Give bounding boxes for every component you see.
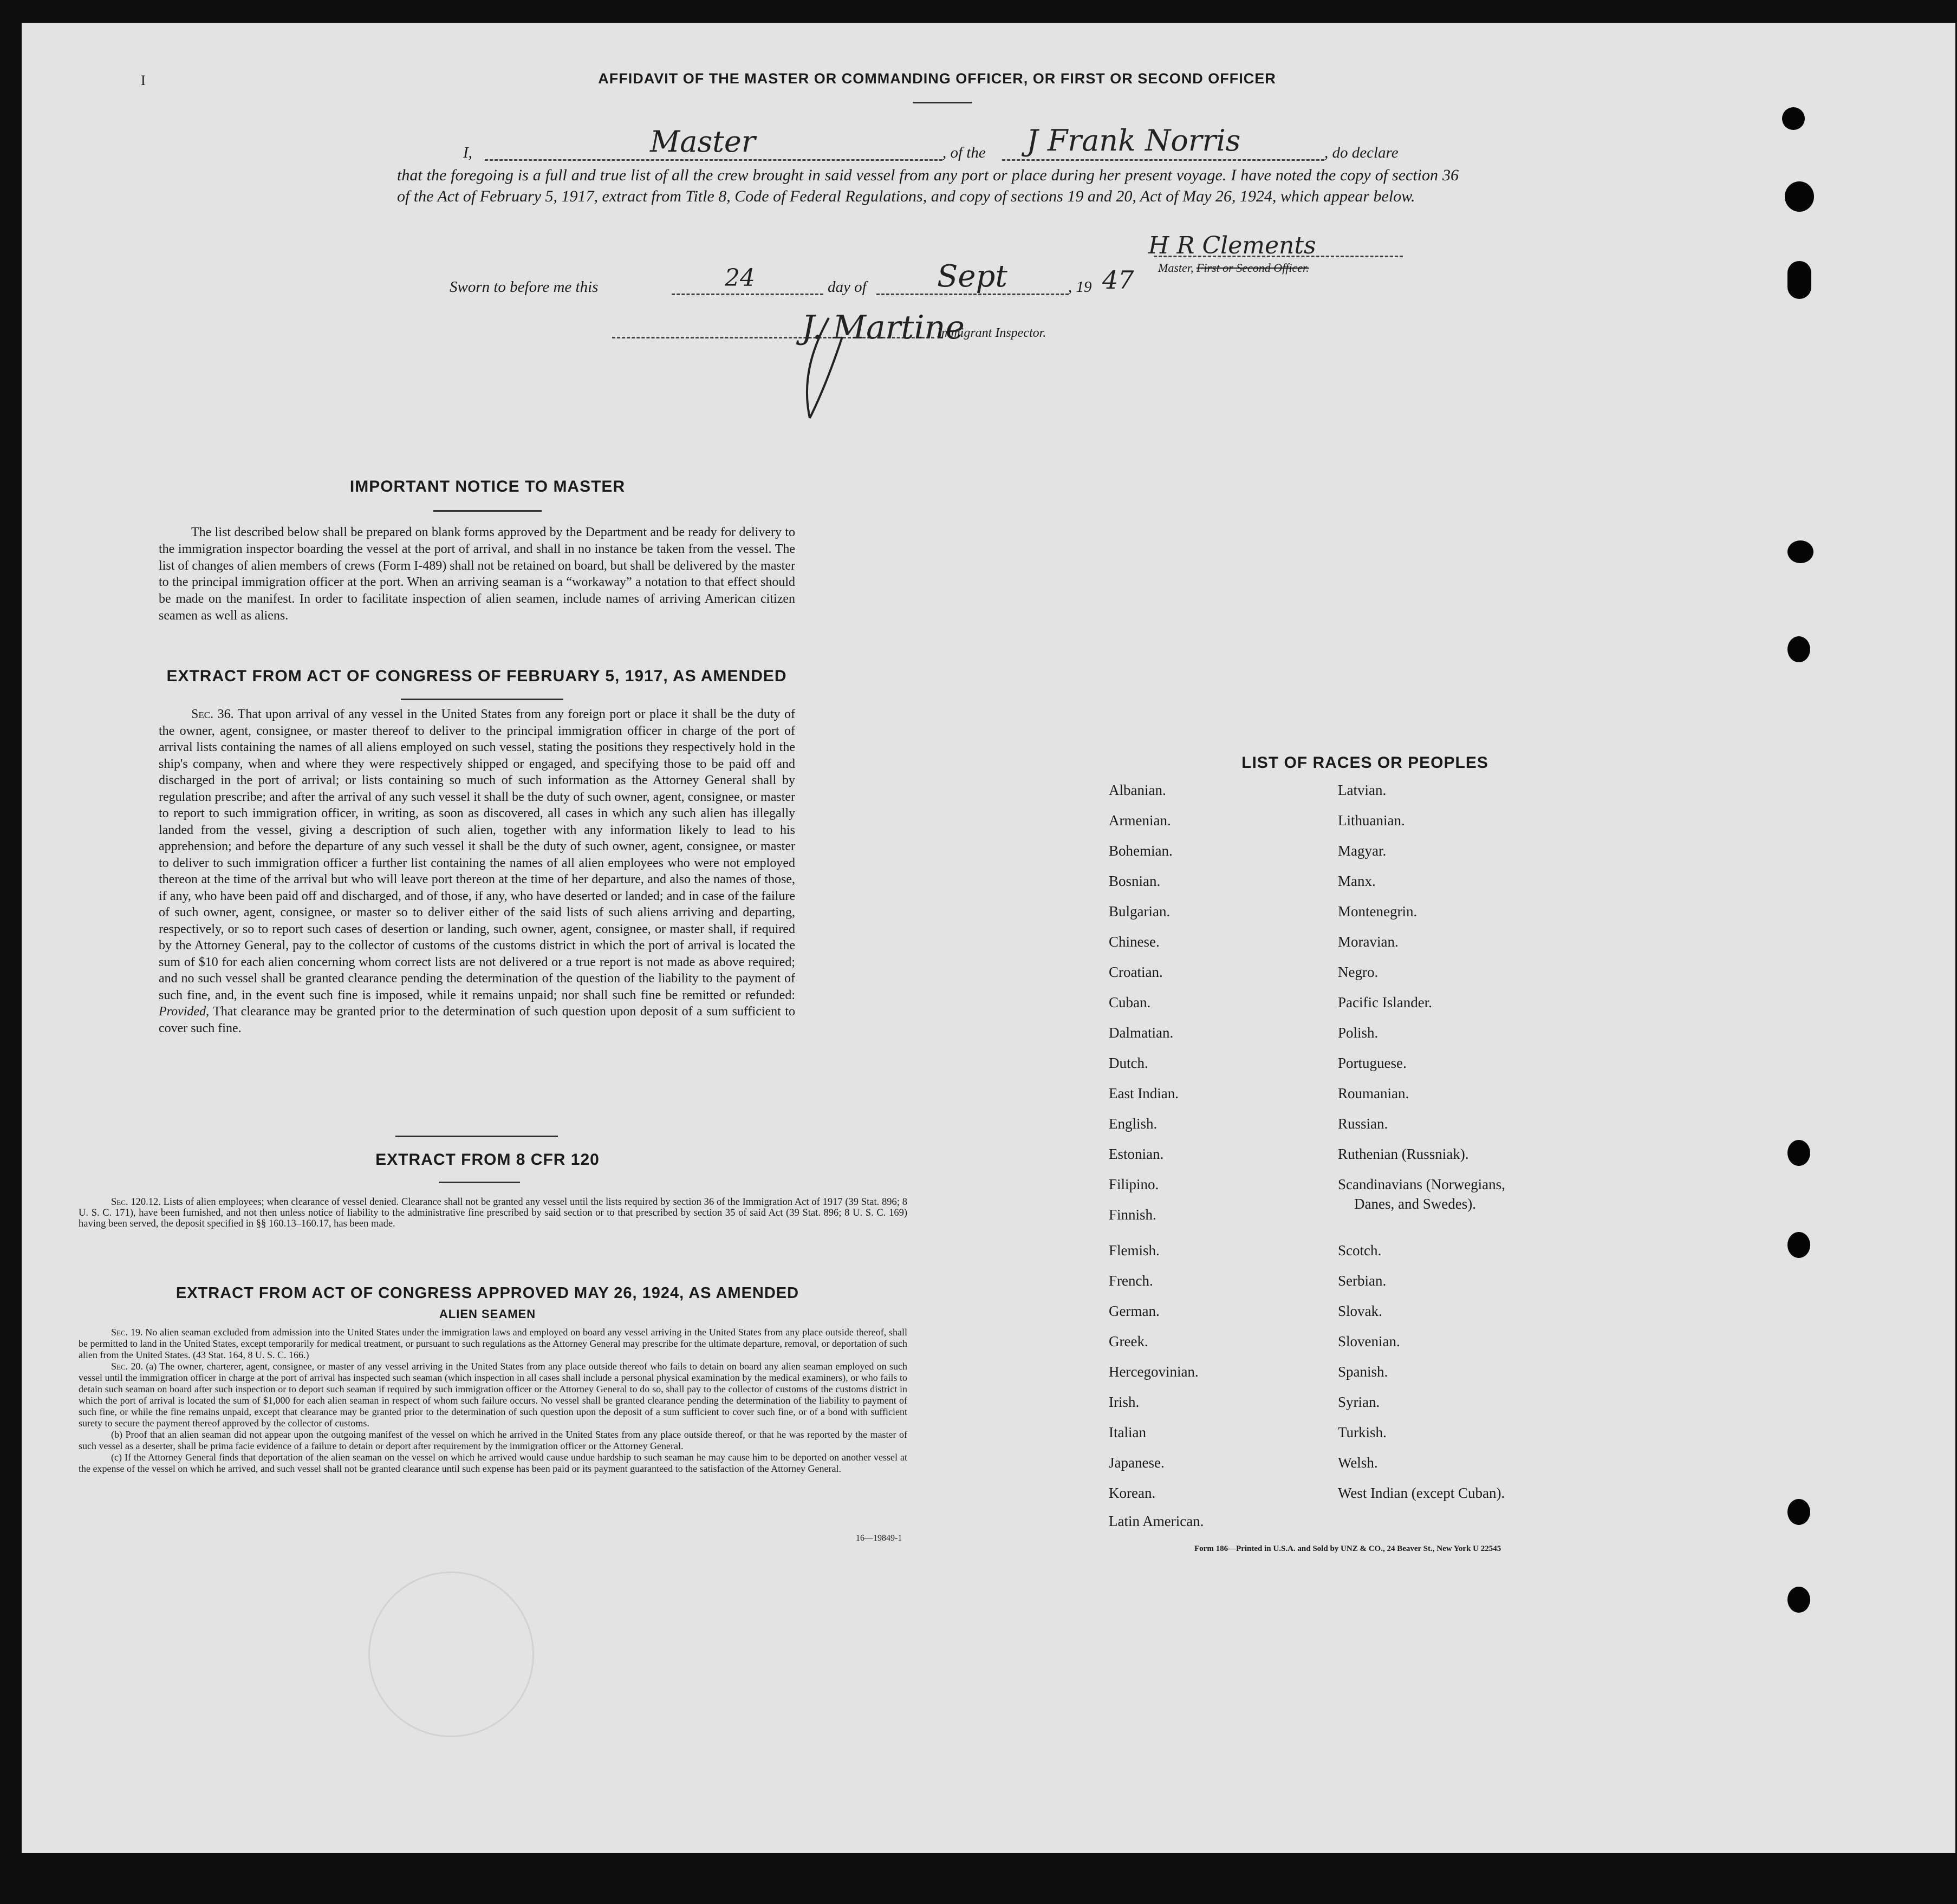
cfr-sec-label: Sec. 120.12.	[111, 1197, 161, 1208]
race-item: Croatian.	[1109, 964, 1163, 980]
affidavit-line1-suffix: , do declare	[1324, 144, 1399, 161]
notice-body: The list described below shall be prepared on blank forms approved by the Department and be ready for delivery to the immigration inspector boarding the vessel at the port of arrival, and shall in no instance be taken from the vessel. The list of changes of alien members of crews (Form I-489) shall not be retained on board, but shall be delivered by the master to the principal immigration officer at the port. When an arriving seaman is a “workaway” a notation to that effect should be made on the manifest. In order to facilitate inspection of alien seamen, include names of arriving American citizen seamen as well as aliens.	[159, 525, 795, 623]
affidavit-title: AFFIDAVIT OF THE MASTER OR COMMANDING OFFICER, OR FIRST OR SECOND OFFICER	[598, 70, 1276, 87]
master-sig-line	[1154, 256, 1403, 257]
sworn-year: 47	[1102, 265, 1134, 295]
race-item: Estonian.	[1109, 1146, 1164, 1162]
proviso-text: That clearance may be granted prior to the determination of such question upon deposit of a sum sufficient to cover such fine.	[159, 1005, 795, 1035]
form-code: 16—19849-1	[856, 1534, 902, 1543]
cfr-body	[79, 1197, 907, 1230]
race-item: Chinese.	[1109, 934, 1160, 950]
printer-line: Form 186—Printed in U.S.A. and Sold by UNZ & CO., 24 Beaver St., New York U 22545	[1194, 1544, 1501, 1553]
race-item: Manx.	[1338, 873, 1376, 889]
race-item: Italian	[1109, 1424, 1146, 1440]
race-item: French.	[1109, 1273, 1153, 1289]
binder-hole	[1787, 1499, 1810, 1525]
cfr-top-rule	[395, 1136, 558, 1137]
sworn-month: Sept	[937, 259, 1007, 294]
master-caption-label: Master,	[1158, 261, 1194, 275]
notice-title: IMPORTANT NOTICE TO MASTER	[349, 478, 626, 495]
race-item: Danes, and Swedes).	[1354, 1196, 1476, 1212]
race-item: Dalmatian.	[1109, 1025, 1174, 1041]
extract-1924-title: EXTRACT FROM ACT OF CONGRESS APPROVED MAY 26, 1924, AS AMENDED	[175, 1284, 799, 1302]
sec19-text: No alien seaman excluded from admission into the United States under the immigration laws and employed on board any vessel arriving in the United States from any place outside thereof, shall be permitted to land in the United States, except temporarily for medical treatment, or pursuant to such regulations as the Attorney General may prescribe for the ultimate departure, removal, or deportation of such alien from the United States. (43 Stat. 164, 8 U. S. C. 166.)	[79, 1327, 908, 1360]
inspector-caption: Immigrant Inspector.	[937, 326, 1046, 340]
race-item: Spanish.	[1338, 1364, 1388, 1380]
sec20c-text: (c) If the Attorney General finds that deportation of the alien seaman on the vessel on which he arrived would cause undue hardship to such seaman he may cause him to be deported on another vessel at the expense of the vessel on which he arrived, and such vessel shall not be granted clearance until such expense has been paid or its payment guaranteed to the satisfaction of the Attorney General.	[79, 1452, 907, 1474]
race-item: German.	[1109, 1303, 1160, 1319]
race-item: East Indian.	[1109, 1085, 1179, 1101]
race-item: Bulgarian.	[1109, 903, 1171, 920]
race-item: Lithuanian.	[1338, 812, 1405, 829]
race-item: Serbian.	[1338, 1273, 1387, 1289]
race-item: Cuban.	[1109, 994, 1151, 1010]
race-item: Irish.	[1109, 1394, 1140, 1410]
faint-seal	[368, 1572, 534, 1737]
race-item: Moravian.	[1338, 934, 1399, 950]
race-item: West Indian (except Cuban).	[1338, 1485, 1505, 1501]
extract-1917-rule	[401, 699, 563, 700]
affidavit-line1-mid: , of the	[942, 144, 986, 161]
sec20-label: Sec. 20.	[111, 1361, 143, 1372]
master-signature: H R Clements	[1148, 232, 1316, 259]
binder-hole	[1785, 181, 1814, 212]
race-item: Welsh.	[1338, 1455, 1378, 1471]
binder-hole	[1782, 107, 1805, 130]
sworn-prefix: Sworn to before me this	[450, 278, 599, 296]
binder-hole	[1787, 540, 1813, 563]
handwritten-vessel: J Frank Norris	[1026, 123, 1241, 158]
handwritten-name: Master	[650, 125, 756, 159]
binder-hole	[1787, 1232, 1810, 1258]
extract-1924-subtitle: ALIEN SEAMEN	[439, 1307, 536, 1321]
race-item: Scandinavians (Norwegians,	[1338, 1176, 1505, 1192]
race-item: Latin American.	[1109, 1513, 1204, 1529]
race-item: Ruthenian (Russniak).	[1338, 1146, 1469, 1162]
binder-hole	[1787, 636, 1810, 662]
race-item: Flemish.	[1109, 1242, 1160, 1259]
race-item: Pacific Islander.	[1338, 994, 1432, 1010]
race-item: Syrian.	[1338, 1394, 1380, 1410]
race-item: Slovenian.	[1338, 1333, 1400, 1349]
master-caption	[1158, 261, 1309, 275]
extract-1917-title: EXTRACT FROM ACT OF CONGRESS OF FEBRUARY 5, 1917, AS AMENDED	[166, 667, 787, 685]
sec19-label: Sec. 19.	[111, 1327, 143, 1338]
sworn-day: 24	[725, 264, 755, 292]
affidavit-body: that the foregoing is a full and true list of all the crew brought in said vessel from any port or place during her present voyage. I have noted the copy of section 36 of the Act of February 5, 1917, extract from Title 8, Code of Federal Regulations, and copy of sections 19 and 20, Act of May 26, 1924, which appear below.	[397, 166, 1459, 205]
race-item: Slovak.	[1338, 1303, 1382, 1319]
cfr-sec-text: Lists of alien employees; when clearance of vessel denied. Clearance shall not be granted any vessel until the lists required by section 36 of the Immigration Act of 1917 (39 Stat. 896; 8 U. S. C. 171), have been furnished, and not then unless notice of liability to the administrative fine prescribed by said section or to that prescribed by section 35 of said Act (39 Stat. 896; 8 U. S. C. 169) having been served, the deposit specified in §§ 160.13–160.17, has been made.	[79, 1197, 908, 1230]
race-item: Turkish.	[1338, 1424, 1387, 1440]
race-item: Latvian.	[1338, 782, 1387, 798]
notice-rule	[433, 510, 542, 512]
inspector-signature: J. Martine	[802, 309, 965, 347]
inspector-signature-stroke	[791, 315, 856, 423]
affidavit-line1-prefix: I,	[463, 144, 472, 161]
document-page	[22, 23, 1955, 1853]
proviso-label: Provided,	[159, 1005, 210, 1019]
race-item: Japanese.	[1109, 1455, 1165, 1471]
vessel-fill-line	[1002, 159, 1324, 161]
title-rule	[913, 102, 972, 103]
race-item: Finnish.	[1109, 1207, 1156, 1223]
race-item: Polish.	[1338, 1025, 1379, 1041]
race-item: Armenian.	[1109, 812, 1171, 829]
race-item: Albanian.	[1109, 782, 1166, 798]
race-item: Russian.	[1338, 1116, 1388, 1132]
race-item: English.	[1109, 1116, 1158, 1132]
day-label: day of	[828, 278, 867, 296]
year-prefix: , 19	[1068, 278, 1092, 296]
binder-hole	[1787, 1587, 1810, 1613]
name-fill-line	[485, 159, 942, 161]
page-marker: I	[141, 73, 146, 88]
master-caption-struck: First or Second Officer.	[1196, 261, 1309, 275]
race-item: Negro.	[1338, 964, 1379, 980]
race-item: Portuguese.	[1338, 1055, 1407, 1071]
binder-hole	[1787, 261, 1811, 299]
sec36-label: Sec. 36.	[191, 707, 234, 721]
cfr-rule	[439, 1182, 520, 1183]
race-item: Bosnian.	[1109, 873, 1161, 889]
sec36-text: That upon arrival of any vessel in the United States from any foreign port or place it shall be the duty of the owner, agent, consignee, or master thereof to deliver to the principal immigration officer in charge of the port of arrival lists containing the names of all aliens employed on such vessel, stating the positions they respectively hold in the ship's company, when and where they were respectively shipped or engaged, and specifying those to be paid off and discharged in the port of arrival; or lists containing so much of such information as the Attorney General shall by regulation prescribe; and after the arrival of any such vessel it shall be the duty of such owner, agent, consignee, or master to report to such immigration officer, in writing, as soon as discovered, all cases in which any such alien has illegally landed from the vessel, giving a description of such alien, together with any information likely to lead to his apprehension; and before the departure of any such vessel it shall be the duty of such owner, agent, consignee, or master to deliver to such immigration officer a further list containing the names of all alien employees who were not employed thereon at the time of the arrival but who will leave port thereon at the time of her departure, and also the names of those, if any, who have been paid off and discharged, and of those, if any, who have deserted or landed; and in case of the failure of such owner, agent, consignee, or master so to deliver either of the said lists of such aliens arriving and departing, respectively, or so to report such cases of desertion or landing, such owner, agent, consignee, or master shall, if required by the Attorney General, pay to the collector of customs of the customs district in which the port of arrival is located the sum of $10 for each alien concerning whom correct lists are not delivered or a true report is not made as above required; and no such vessel shall be granted clearance pending the determination of the question of the liability to the payment of such fine, and, in the event such fine is imposed, while it remains unpaid; nor shall such fine be remitted or refunded:	[159, 707, 795, 1002]
binder-hole	[1787, 1140, 1810, 1166]
extract-1924-body	[79, 1327, 907, 1475]
race-item: Korean.	[1109, 1485, 1156, 1501]
race-item: Roumanian.	[1338, 1085, 1409, 1101]
race-item: Magyar.	[1338, 843, 1387, 859]
extract-1917-body	[159, 706, 795, 1036]
race-item: Scotch.	[1338, 1242, 1382, 1259]
sec20a-text: (a) The owner, charterer, agent, consignee, or master of any vessel arriving in the United States from any place outside thereof who fails to detain on board any alien seaman employed on such vessel until the immigration officer in charge at the port of arrival has inspected such seaman (which inspection in all cases shall include a personal physical examination by the medical examiners), or who fails to detain such seaman on board after such inspection or to deport such seaman if required by such immigration officer or the Attorney General to do so, shall pay to the collector of customs of the customs district in which the port of arrival is located the sum of $1,000 for each alien seaman in respect of whom such failure occurs. No vessel shall be granted clearance pending the determination of the liability to payment of such fine, or while the fine remains unpaid, except that clearance may be granted prior to the determination of such question upon the deposit of a sum sufficient to cover such fine, or of a bond with sufficient surety to secure the payment thereof approved by the collector of customs.	[79, 1361, 907, 1429]
race-item: Bohemian.	[1109, 843, 1173, 859]
races-title: LIST OF RACES OR PEOPLES	[1241, 754, 1488, 772]
cfr-title: EXTRACT FROM 8 CFR 120	[375, 1151, 600, 1169]
race-item: Hercegovinian.	[1109, 1364, 1199, 1380]
race-item: Dutch.	[1109, 1055, 1148, 1071]
sworn-day-line	[672, 294, 823, 295]
race-item: Greek.	[1109, 1333, 1148, 1349]
sec20b-text: (b) Proof that an alien seaman did not appear upon the outgoing manifest of the vessel on which he arrived in the United States from any place outside thereof, or that he was reported by the master of such vessel as a deserter, shall be prima facie evidence of a failure to detain or deport after requirement by the immigration officer or the Attorney General.	[79, 1429, 907, 1451]
race-item: Filipino.	[1109, 1176, 1159, 1192]
race-item: Montenegrin.	[1338, 903, 1418, 920]
